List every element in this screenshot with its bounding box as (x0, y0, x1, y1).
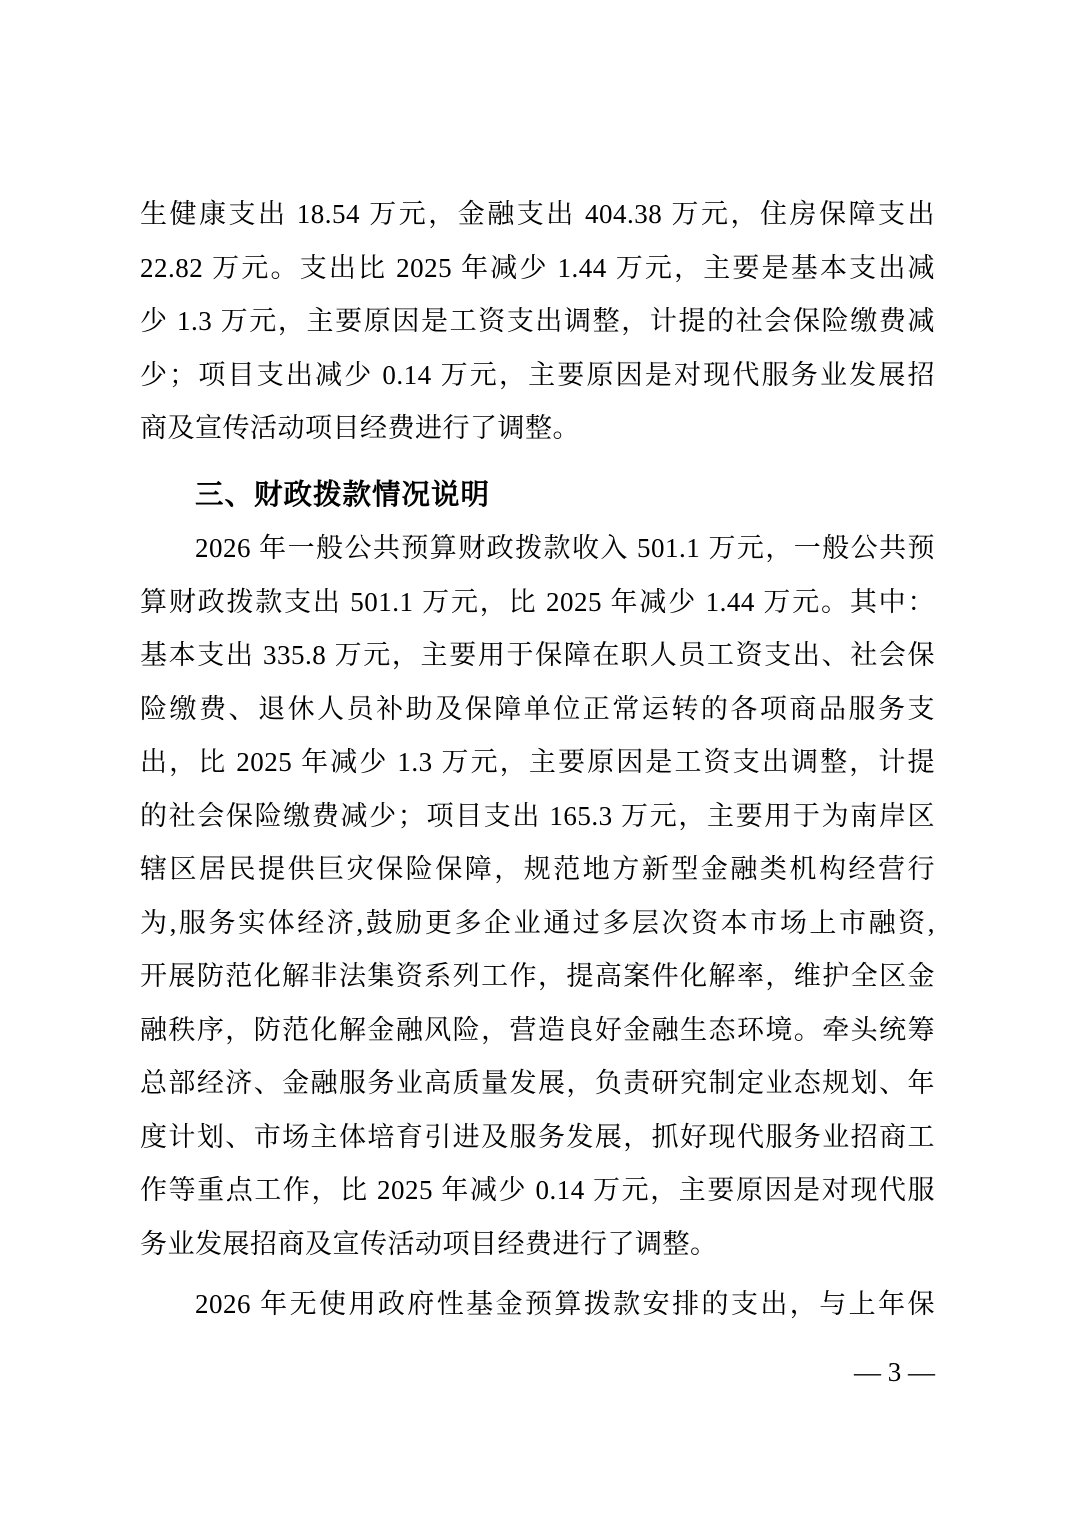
text-line: 融秩序，防范化解金融风险，营造良好金融生态环境。牵头统筹 (140, 1014, 935, 1045)
text-line: 算财政拨款支出 501.1 万元，比 2025 年减少 1.44 万元。其中： (140, 586, 935, 617)
text-line: 作等重点工作，比 2025 年减少 0.14 万元，主要原因是对现代服 (140, 1175, 935, 1205)
text-line: 开展防范化解非法集资系列工作，提高案件化解率，维护全区金 (140, 961, 935, 991)
text-line: 度计划、市场主体培育引进及服务发展，抓好现代服务业招商工 (140, 1121, 935, 1152)
text-line: 总部经济、金融服务业高质量发展，负责研究制定业态规划、年 (140, 1068, 935, 1098)
text-line: 的社会保险缴费减少；项目支出 165.3 万元，主要用于为南岸区 (140, 800, 935, 831)
document-body (140, 188, 935, 1332)
text-line: 出，比 2025 年减少 1.3 万元，主要原因是工资支出调整，计提 (140, 747, 935, 777)
text-line: 辖区居民提供巨灾保险保障，规范地方新型金融类机构经营行 (140, 854, 935, 884)
text-line: 基本支出 335.8 万元，主要用于保障在职人员工资支出、社会保 (140, 640, 935, 670)
section-heading: 三、财政拨款情况说明 (195, 478, 491, 511)
text-line: 少 1.3 万元，主要原因是工资支出调整，计提的社会保险缴费减 (140, 306, 935, 336)
text-line: 少；项目支出减少 0.14 万元，主要原因是对现代服务业发展招 (140, 359, 935, 390)
text-line: 为,服务实体经济,鼓励更多企业通过多层次资本市场上市融资, (140, 907, 935, 938)
text-line: 22.82 万元。支出比 2025 年减少 1.44 万元，主要是基本支出减 (140, 252, 935, 283)
text-line: 险缴费、退休人员补助及保障单位正常运转的各项商品服务支 (140, 693, 935, 724)
text-line: 商及宣传活动项目经费进行了调整。 (140, 413, 580, 443)
text-line: 生健康支出 18.54 万元，金融支出 404.38 万元，住房保障支出 (140, 199, 935, 229)
text-line: 2026 年无使用政府性基金预算拨款安排的支出，与上年保 (195, 1289, 935, 1319)
text-line: 务业发展招商及宣传活动项目经费进行了调整。 (140, 1228, 718, 1259)
text-line: 2026 年一般公共预算财政拨款收入 501.1 万元，一般公共预 (195, 533, 935, 563)
page-number: — 3 — (854, 1357, 935, 1387)
